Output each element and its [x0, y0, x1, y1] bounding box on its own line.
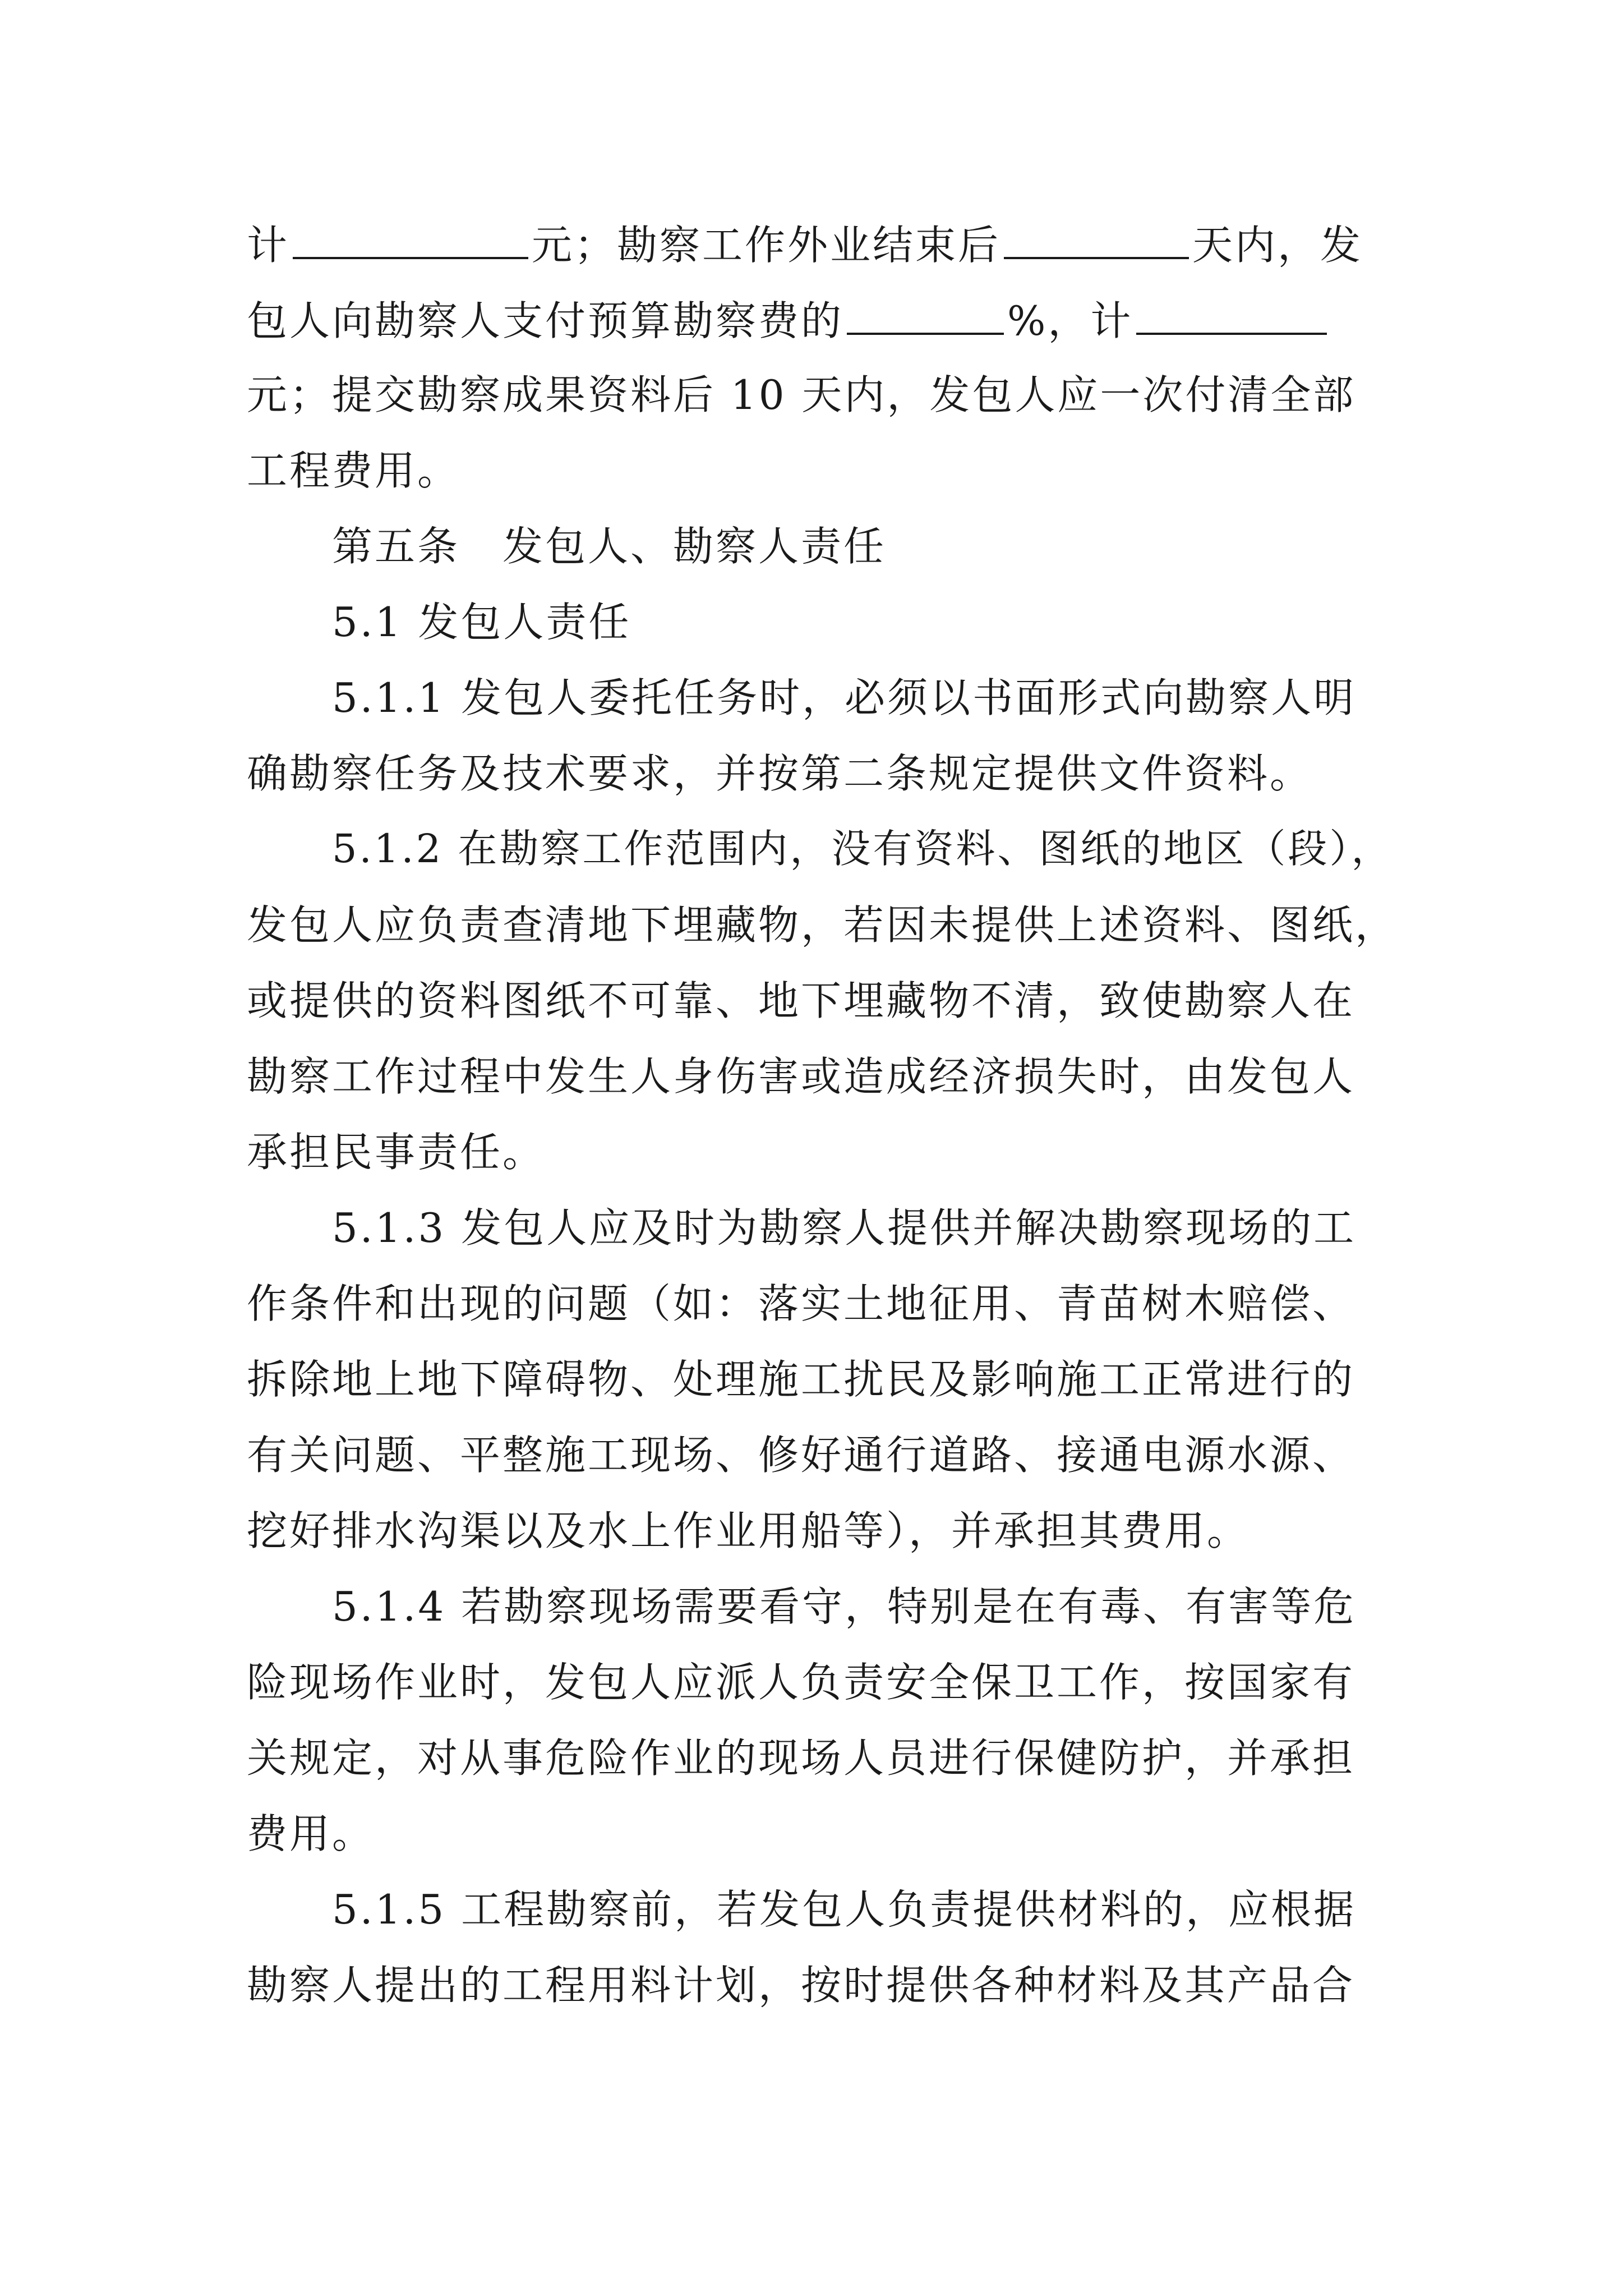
- text-line: 5.1.3 发包人应及时为勘察人提供并解决勘察现场的工: [332, 1204, 1357, 1251]
- text-line: 有关问题、平整施工现场、修好通行道路、接通电源水源、: [247, 1432, 1355, 1479]
- text-line: 挖好排水沟渠以及水上作业用船等），并承担其费用。: [247, 1507, 1250, 1554]
- text-fragment: 天内，发: [1192, 222, 1363, 269]
- text-fragment: %，计: [1007, 297, 1133, 344]
- text-line: 关规定，对从事危险作业的现场人员进行保健防护，并承担: [247, 1734, 1355, 1782]
- text-line: 元；提交勘察成果资料后 10 天内，发包人应一次付清全部: [247, 371, 1356, 418]
- text-fragment: 计: [247, 222, 290, 269]
- text-line: [247, 222, 1402, 269]
- text-line: 险现场作业时，发包人应派人负责安全保卫工作，按国家有: [247, 1659, 1355, 1706]
- text-line: 5.1.1 发包人委托任务时，必须以书面形式向勘察人明: [332, 674, 1357, 721]
- text-line: 或提供的资料图纸不可靠、地下埋藏物不清，致使勘察人在: [247, 977, 1355, 1024]
- article-heading: 第五条 发包人、勘察人责任: [332, 523, 887, 570]
- text-line: 勘察人提出的工程用料计划，按时提供各种材料及其产品合: [247, 1962, 1355, 2009]
- text-line: [247, 297, 1402, 344]
- text-line: 作条件和出现的问题（如：落实土地征用、青苗树木赔偿、: [247, 1280, 1355, 1327]
- text-line: 费用。: [247, 1810, 375, 1857]
- text-line: 拆除地上地下障碍物、处理施工扰民及影响施工正常进行的: [247, 1356, 1355, 1403]
- text-line: 勘察工作过程中发生人身伤害或造成经济损失时，由发包人: [247, 1053, 1355, 1100]
- text-line: 5.1.5 工程勘察前，若发包人负责提供材料的，应根据: [332, 1886, 1357, 1933]
- text-line: 5.1.2 在勘察工作范围内，没有资料、图纸的地区（段），: [332, 826, 1393, 872]
- text-line: 发包人应负责查清地下埋藏物，若因未提供上述资料、图纸，: [247, 901, 1398, 949]
- blank-field: [1136, 299, 1327, 335]
- text-fragment: 元；勘察工作外业结束后: [532, 222, 1001, 269]
- text-line: 5.1.4 若勘察现场需要看守，特别是在有毒、有害等危: [332, 1583, 1357, 1630]
- section-heading: 5.1 发包人责任: [332, 599, 631, 646]
- blank-field: [1004, 223, 1189, 259]
- text-line: 承担民事责任。: [247, 1129, 546, 1176]
- text-line: 确勘察任务及技术要求，并按第二条规定提供文件资料。: [247, 750, 1313, 797]
- blank-field: [847, 299, 1004, 335]
- blank-field: [293, 223, 528, 259]
- text-fragment: 包人向勘察人支付预算勘察费的: [247, 297, 844, 344]
- text-line: 工程费用。: [247, 447, 460, 494]
